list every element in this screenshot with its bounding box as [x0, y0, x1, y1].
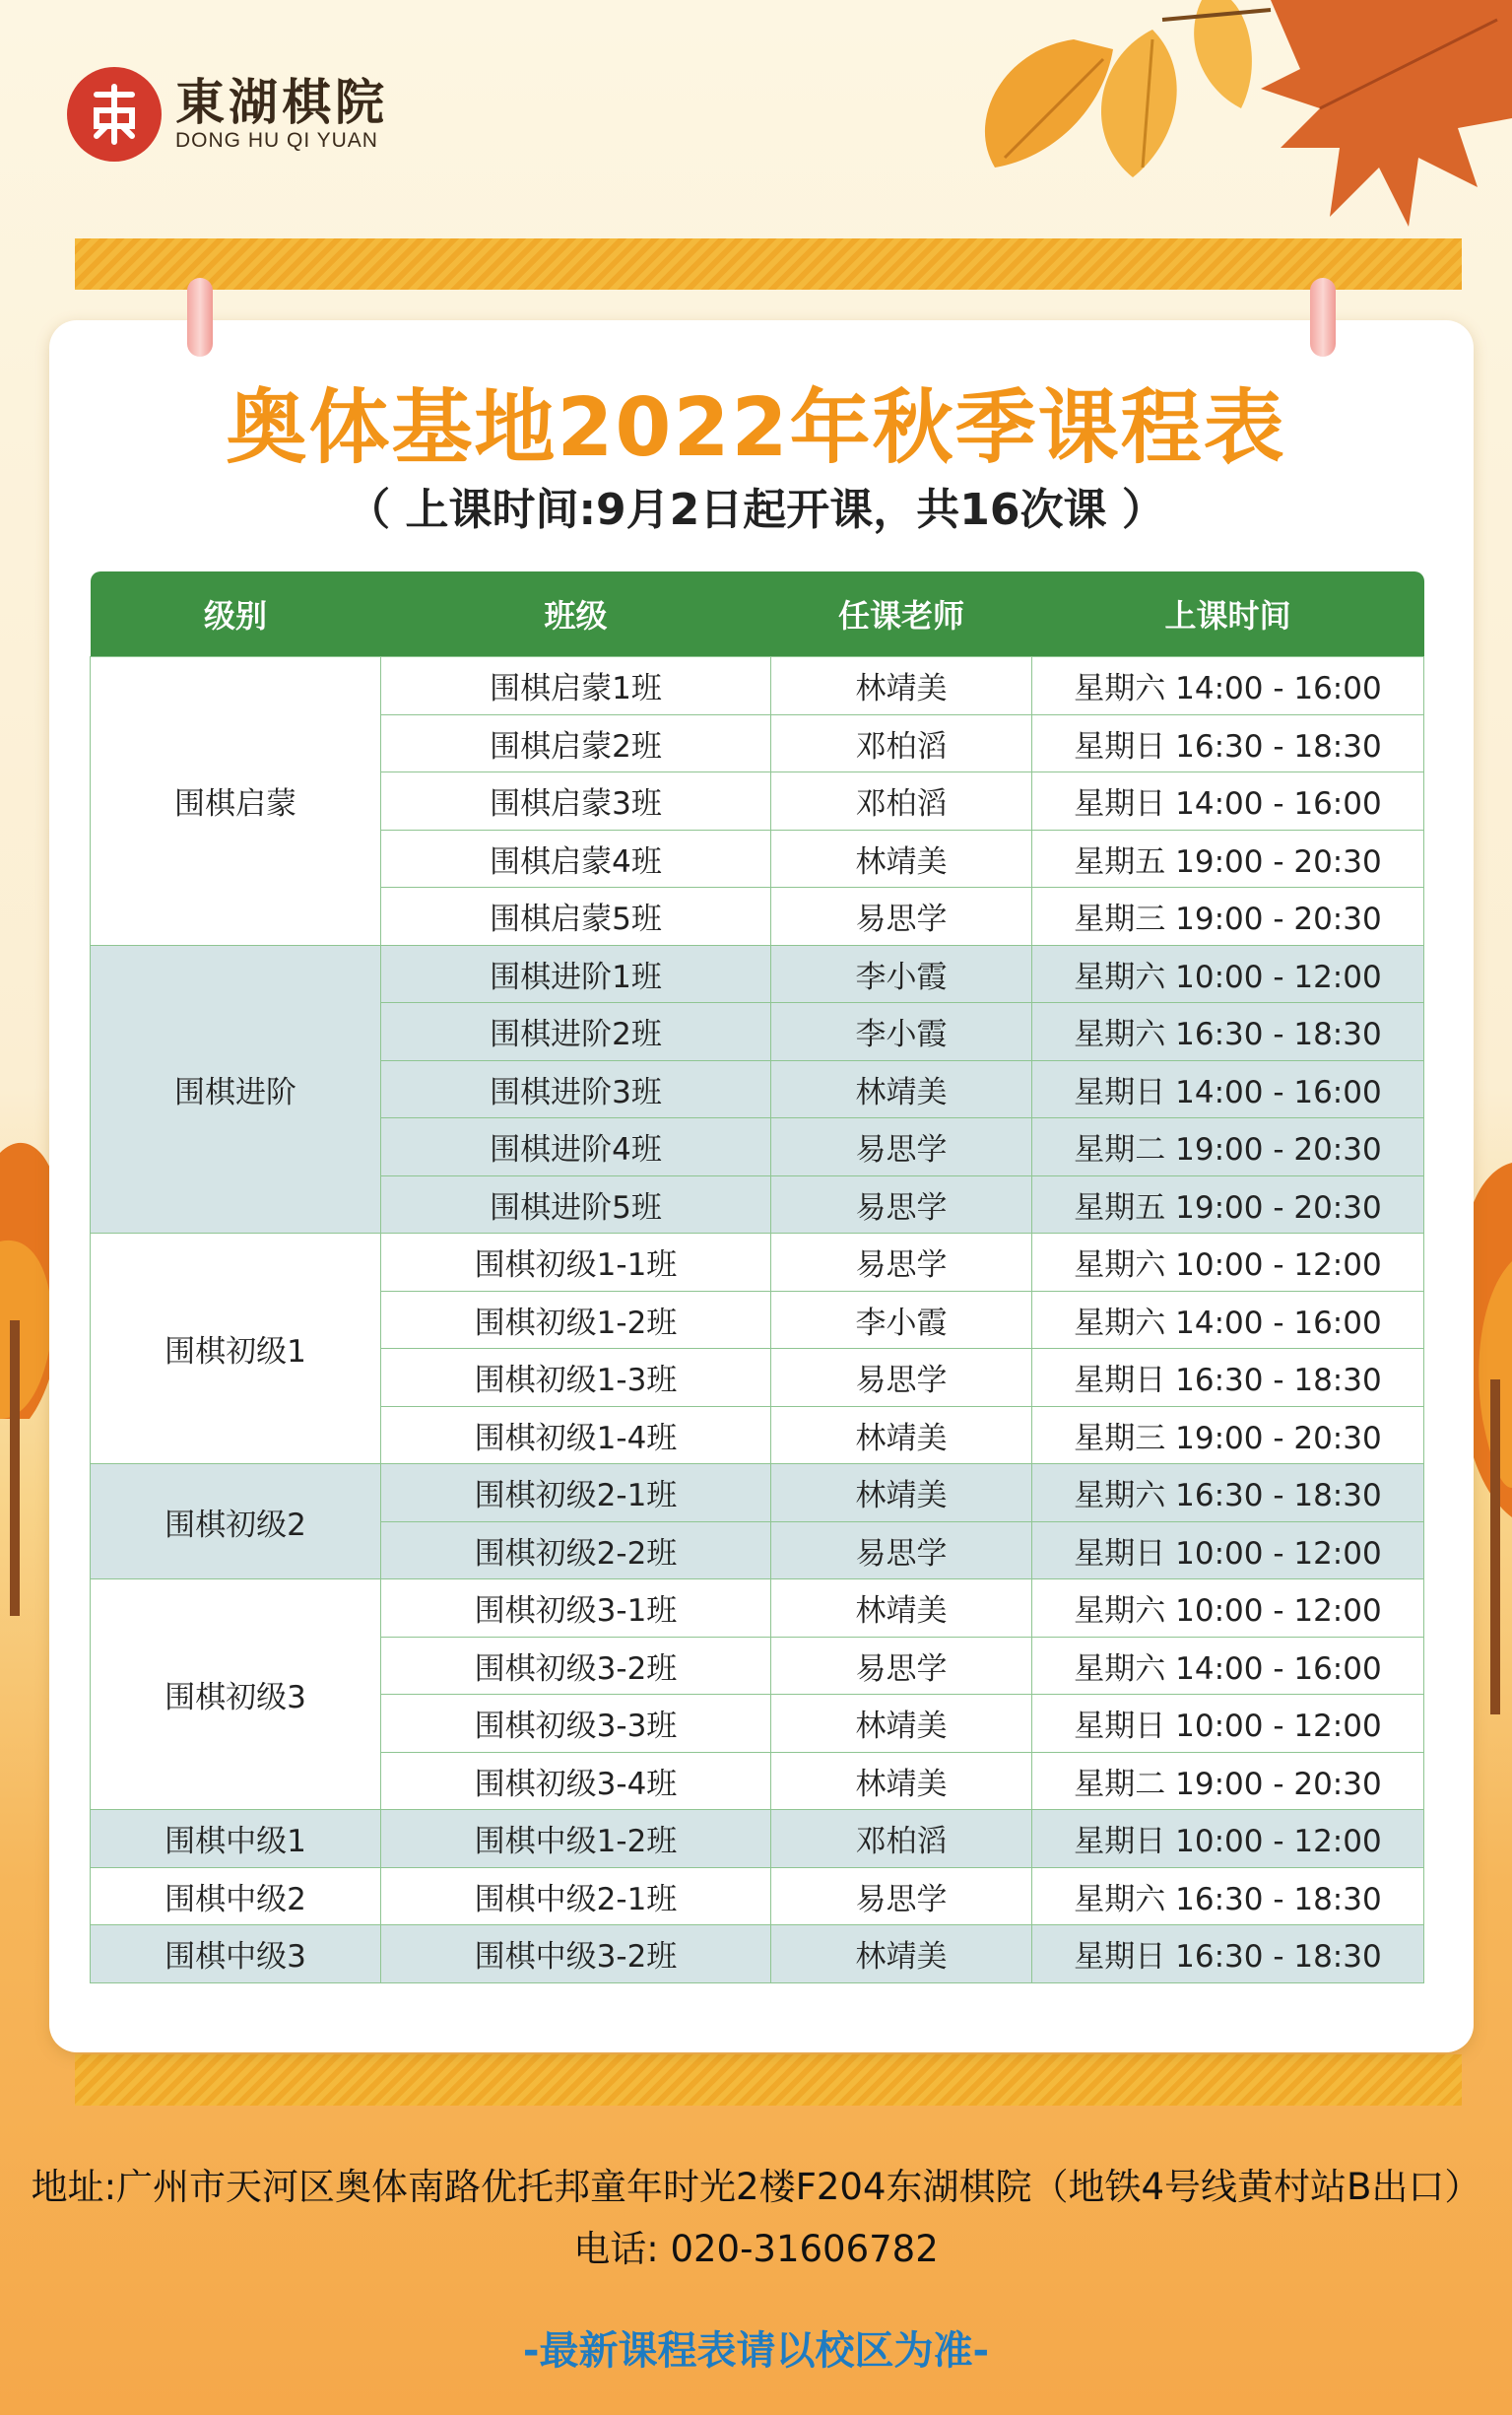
level-cell: 围棋中级1: [91, 1810, 381, 1868]
address-text: 地址:广州市天河区奥体南路优托邦童年时光2楼F204东湖棋院（地铁4号线黄村站B出口）: [31, 2166, 1481, 2208]
class-cell: 围棋中级3-2班: [381, 1925, 771, 1983]
time-cell: 星期五 19:00 - 20:30: [1032, 1175, 1424, 1234]
class-cell: 围棋启蒙4班: [381, 830, 771, 888]
binder-ring-right: [1310, 278, 1336, 357]
teacher-cell: 易思学: [771, 1349, 1032, 1407]
teacher-cell: 易思学: [771, 888, 1032, 946]
teacher-cell: 林靖美: [771, 657, 1032, 715]
header-time: 上课时间: [1032, 571, 1424, 657]
seal-icon: [67, 67, 162, 162]
class-cell: 围棋初级1-2班: [381, 1291, 771, 1349]
time-cell: 星期六 10:00 - 12:00: [1032, 1234, 1424, 1292]
class-cell: 围棋初级1-1班: [381, 1234, 771, 1292]
table-row: [91, 1810, 1424, 1868]
class-cell: 围棋中级2-1班: [381, 1867, 771, 1925]
time-cell: 星期日 10:00 - 12:00: [1032, 1695, 1424, 1753]
time-cell: 星期日 14:00 - 16:00: [1032, 1060, 1424, 1118]
time-cell: 星期六 14:00 - 16:00: [1032, 657, 1424, 715]
level-cell: 围棋初级2: [91, 1464, 381, 1579]
brand-name-cn: 東湖棋院: [175, 73, 388, 131]
class-cell: 围棋初级3-4班: [381, 1752, 771, 1810]
class-cell: 围棋中级1-2班: [381, 1810, 771, 1868]
striped-band-top: [75, 238, 1462, 290]
teacher-cell: 邓柏滔: [771, 772, 1032, 831]
level-cell: 围棋中级3: [91, 1925, 381, 1983]
page-title: 奥体基地2022年秋季课程表: [226, 381, 1286, 475]
class-cell: 围棋初级2-2班: [381, 1521, 771, 1579]
class-cell: 围棋初级3-3班: [381, 1695, 771, 1753]
teacher-cell: 易思学: [771, 1234, 1032, 1292]
teacher-cell: 林靖美: [771, 1579, 1032, 1638]
level-cell: 围棋中级2: [91, 1867, 381, 1925]
time-cell: 星期日 10:00 - 12:00: [1032, 1521, 1424, 1579]
time-cell: 星期六 14:00 - 16:00: [1032, 1291, 1424, 1349]
table-row: [91, 1234, 1424, 1292]
class-cell: 围棋启蒙5班: [381, 888, 771, 946]
time-cell: 星期日 16:30 - 18:30: [1032, 1349, 1424, 1407]
brand-name-en: DONG HU QI YUAN: [175, 129, 378, 152]
time-cell: 星期日 16:30 - 18:30: [1032, 714, 1424, 772]
teacher-cell: 易思学: [771, 1118, 1032, 1176]
time-cell: 星期六 16:30 - 18:30: [1032, 1867, 1424, 1925]
time-cell: 星期二 19:00 - 20:30: [1032, 1118, 1424, 1176]
time-cell: 星期六 16:30 - 18:30: [1032, 1464, 1424, 1522]
time-cell: 星期日 14:00 - 16:00: [1032, 772, 1424, 831]
time-cell: 星期日 16:30 - 18:30: [1032, 1925, 1424, 1983]
teacher-cell: 邓柏滔: [771, 714, 1032, 772]
class-cell: 围棋启蒙2班: [381, 714, 771, 772]
teacher-cell: 易思学: [771, 1637, 1032, 1695]
class-cell: 围棋初级3-2班: [381, 1637, 771, 1695]
teacher-cell: 李小霞: [771, 1291, 1032, 1349]
schedule-table-wrapper: [90, 571, 1423, 1983]
page-subtitle: （ 上课时间:9月2日起开课，共16次课 ）: [347, 485, 1165, 535]
time-cell: 星期三 19:00 - 20:30: [1032, 888, 1424, 946]
table-row: [91, 1464, 1424, 1522]
header-level: 级别: [91, 571, 381, 657]
table-row: [91, 1867, 1424, 1925]
binder-ring-left: [187, 278, 213, 357]
level-cell: 围棋进阶: [91, 945, 381, 1234]
level-cell: 围棋启蒙: [91, 657, 381, 946]
schedule-note: -最新课程表请以校区为准-: [522, 2328, 990, 2374]
striped-band-bottom: [75, 2054, 1462, 2106]
teacher-cell: 林靖美: [771, 1406, 1032, 1464]
teacher-cell: 林靖美: [771, 1752, 1032, 1810]
class-cell: 围棋进阶4班: [381, 1118, 771, 1176]
time-cell: 星期六 14:00 - 16:00: [1032, 1637, 1424, 1695]
time-cell: 星期二 19:00 - 20:30: [1032, 1752, 1424, 1810]
time-cell: 星期六 16:30 - 18:30: [1032, 1003, 1424, 1061]
teacher-cell: 林靖美: [771, 1060, 1032, 1118]
teacher-cell: 易思学: [771, 1175, 1032, 1234]
level-cell: 围棋初级1: [91, 1234, 381, 1464]
time-cell: 星期六 10:00 - 12:00: [1032, 945, 1424, 1003]
class-cell: 围棋进阶1班: [381, 945, 771, 1003]
teacher-cell: 易思学: [771, 1867, 1032, 1925]
class-cell: 围棋初级1-3班: [381, 1349, 771, 1407]
teacher-cell: 邓柏滔: [771, 1810, 1032, 1868]
class-cell: 围棋初级3-1班: [381, 1579, 771, 1638]
teacher-cell: 林靖美: [771, 830, 1032, 888]
teacher-cell: 林靖美: [771, 1695, 1032, 1753]
class-cell: 围棋启蒙1班: [381, 657, 771, 715]
phone-text: 电话: 020-31606782: [573, 2228, 939, 2270]
teacher-cell: 李小霞: [771, 1003, 1032, 1061]
schedule-table: [90, 571, 1424, 1983]
teacher-cell: 林靖美: [771, 1925, 1032, 1983]
table-row: [91, 1579, 1424, 1638]
class-cell: 围棋初级2-1班: [381, 1464, 771, 1522]
teacher-cell: 林靖美: [771, 1464, 1032, 1522]
brand-logo: [67, 67, 388, 162]
table-row: [91, 657, 1424, 715]
teacher-cell: 李小霞: [771, 945, 1032, 1003]
time-cell: 星期三 19:00 - 20:30: [1032, 1406, 1424, 1464]
class-cell: 围棋进阶3班: [381, 1060, 771, 1118]
time-cell: 星期六 10:00 - 12:00: [1032, 1579, 1424, 1638]
time-cell: 星期日 10:00 - 12:00: [1032, 1810, 1424, 1868]
class-cell: 围棋进阶2班: [381, 1003, 771, 1061]
class-cell: 围棋启蒙3班: [381, 772, 771, 831]
table-header-row: [91, 571, 1424, 657]
header-class: 班级: [381, 571, 771, 657]
time-cell: 星期五 19:00 - 20:30: [1032, 830, 1424, 888]
teacher-cell: 易思学: [771, 1521, 1032, 1579]
table-row: [91, 1925, 1424, 1983]
header-teacher: 任课老师: [771, 571, 1032, 657]
table-row: [91, 945, 1424, 1003]
class-cell: 围棋初级1-4班: [381, 1406, 771, 1464]
table-body: [91, 657, 1424, 1983]
level-cell: 围棋初级3: [91, 1579, 381, 1810]
class-cell: 围棋进阶5班: [381, 1175, 771, 1234]
